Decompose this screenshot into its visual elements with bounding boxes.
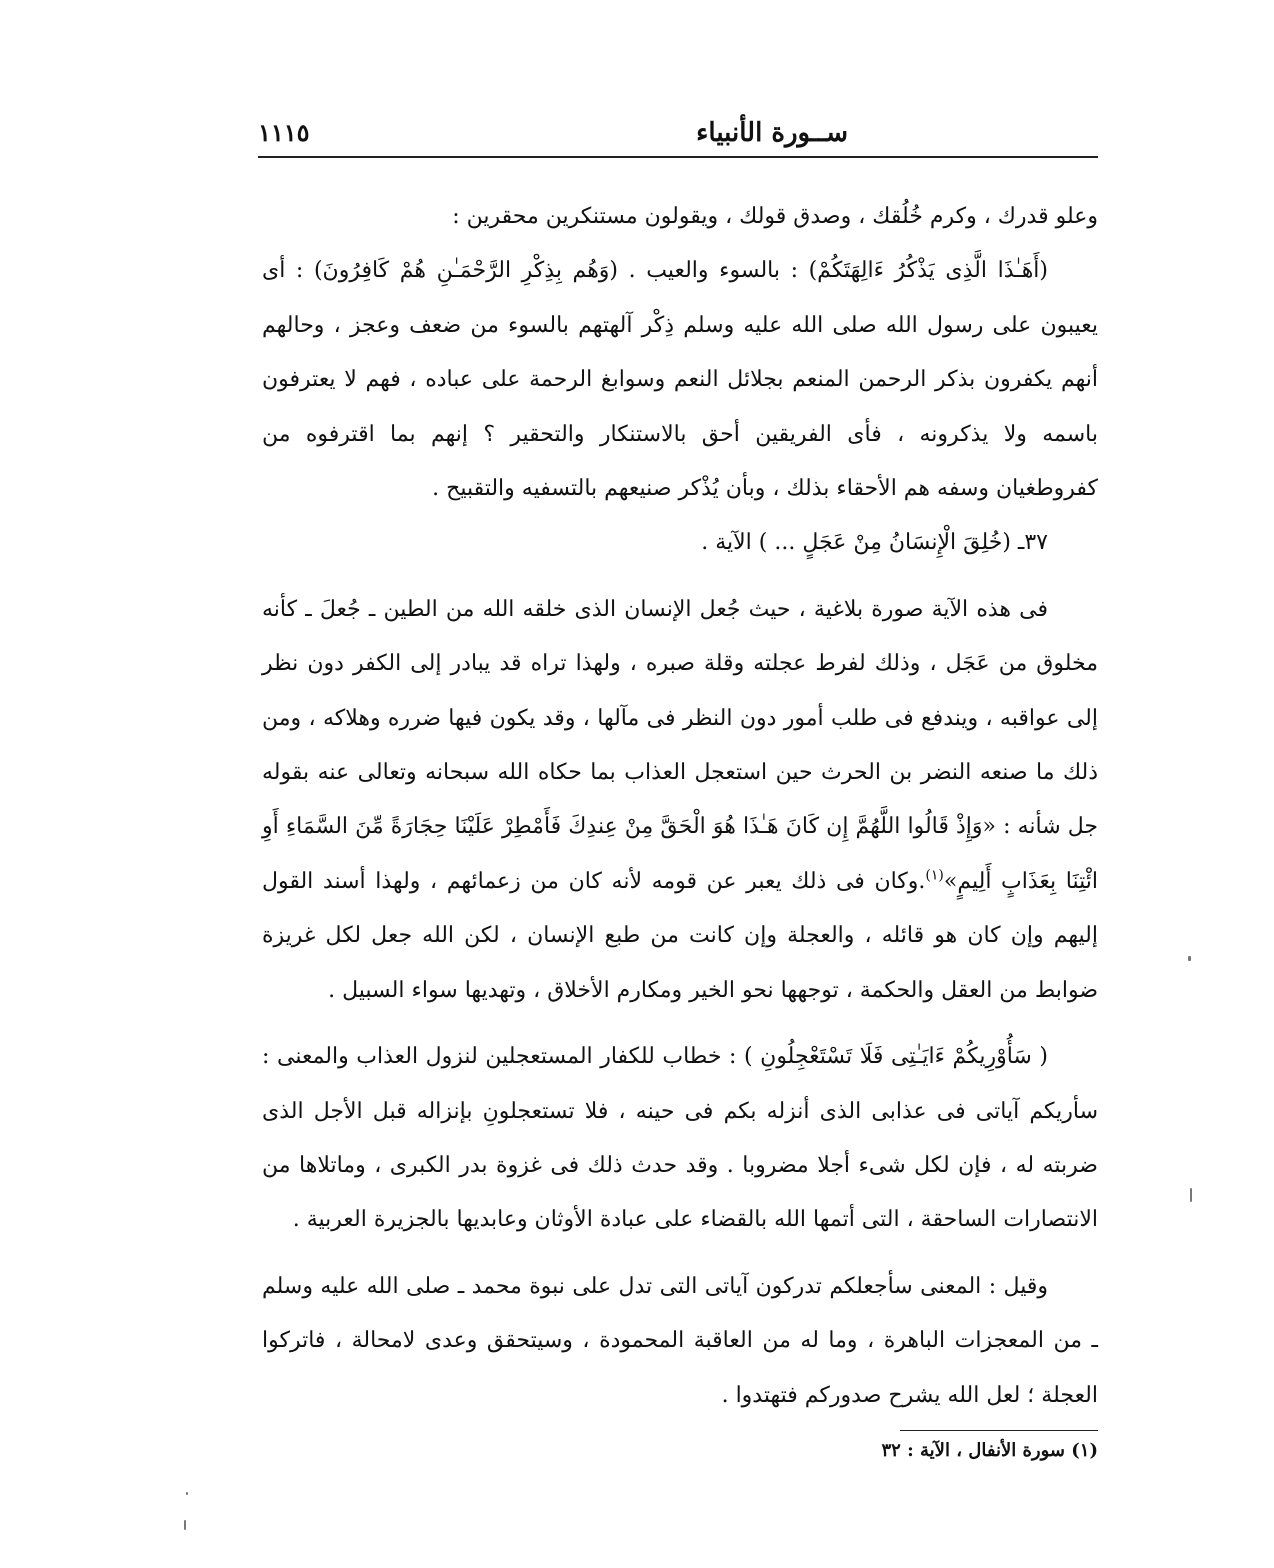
footnote: (١) سورة الأنفال ، الآية : ٣٢ bbox=[881, 1440, 1098, 1461]
paragraph-1: وعلو قدرك ، وكرم خُلُقك ، وصدق قولك ، ويقولون مستنكرين محقرين : bbox=[452, 204, 1098, 229]
scan-speck bbox=[1188, 956, 1191, 961]
page-header bbox=[258, 110, 1098, 156]
paragraph-4 bbox=[262, 583, 1098, 1018]
footnote-divider bbox=[900, 1430, 1098, 1431]
header-divider bbox=[258, 156, 1098, 158]
main-text bbox=[262, 190, 1098, 1423]
paragraph-4-text: فى هذه الآية صورة بلاغية ، حيث جُعل الإنسان الذى خلقه الله من الطين ـ جُعلَ ـ كأنه مخلوق من عَجَل ، وذلك لفرط عجلته وقلة صبره ، ولهذا تراه قد يبادر إلى الكفر دون نظر إلى عواقبه ، ويندفع فى طلب أمور دون النظر فى مآلها ، وقد يكون فيها ضرره وهلاكه ، ومن ذلك ما صنعه النضر بن الحرث حين استعجل العذاب بما حكاه الله سبحانه وتعالى عنه بقوله جل شأنه : «وَإِذْ قَالُوا اللَّهُمَّ إِن كَانَ هَـٰذَا هُوَ الْحَقَّ مِنْ عِندِكَ فَأَمْطِرْ عَلَيْنَا حِجَارَةً مِّنَ السَّمَاءِ أَوِ ائْتِنَا بِعَذَابٍ أَلِيمٍ» bbox=[262, 596, 1098, 894]
paragraph-5: ( سَأُوْرِيكُمْ ءَايَـٰتِى فَلَا تَسْتَعْجِلُونِ ) : خطاب للكفار المستعجلين لنزول العذاب والمعنى : سأريكم آياتى فى عذابى الذى أنزله بكم فى حينه ، فلا تستعجلونِ بإنزاله قبل الأجل الذى ضربته له ، فإن لكل شىء أجلا مضروبا . وقد حدث ذلك فى غزوة بدر الكبرى ، وماتلاها من الانتصارات الساحقة ، التى أتمها الله بالقضاء على عبادة الأوثان وعابديها بالجزيرة العربية . bbox=[262, 1044, 1098, 1233]
footnote-reference: (١) bbox=[925, 867, 944, 884]
paragraph-6: وقيل : المعنى سأجعلكم تدركون آياتى التى تدل على نبوة محمد ـ صلى الله عليه وسلم ـ من المعجزات الباهرة ، وما له من العاقبة المحمودة ، وسيتحقق وعدى لامحالة ، فاتركوا العجلة ؛ لعل الله يشرح صدوركم فتهتدوا . bbox=[262, 1273, 1098, 1408]
scan-speck bbox=[184, 1520, 186, 1530]
page-number: ١١١٥ bbox=[258, 118, 310, 147]
verse-heading-37: ٣٧ـ (خُلِقَ الْإِنسَانُ مِنْ عَجَلٍ ... ) الآية . bbox=[701, 530, 1048, 556]
paragraph-2: (أَهَـٰذَا الَّذِى يَذْكُرُ ءَالِهَتَكُمْ) : بالسوء والعيب . (وَهُم بِذِكْرِ الرَّحْمَـٰنِ هُمْ كَافِرُونَ) : أى يعيبون على رسول الله صلى الله عليه وسلم ذِكْر آلهتهم بالسوء من ضعف وعجز ، وحالهم أنهم يكفرون بذكر الرحمن المنعم بجلائل النعم وسوابغ الرحمة على عباده ، فهم لا يعترفون باسمه ولا يذكرونه ، فأى الفريقين أحق بالاستنكار والتحقير ؟ إنهم بما اقترفوه من كفروطغيان وسفه هم الأحقاء بذلك ، وبأن يُذْكر صنيعهم بالتسفيه والتقبيح . bbox=[262, 258, 1098, 502]
paragraph-4-continuation: .وكان فى ذلك يعبر عن قومه لأنه كان من زعمائهم ، ولهذا أسند القول إليهم وإن كان هو قائله ، والعجلة وإن كانت من طبع الإنسان ، لكن الله جعل لكل غريزة ضوابط من العقل والحكمة ، توجهها نحو الخير ومكارم الأخلاق ، وتهديها سواء السبيل . bbox=[262, 868, 1098, 1003]
scan-speck bbox=[186, 1492, 188, 1495]
scan-speck bbox=[1190, 1188, 1192, 1202]
running-title: ســورة الأنبياء bbox=[696, 118, 848, 148]
